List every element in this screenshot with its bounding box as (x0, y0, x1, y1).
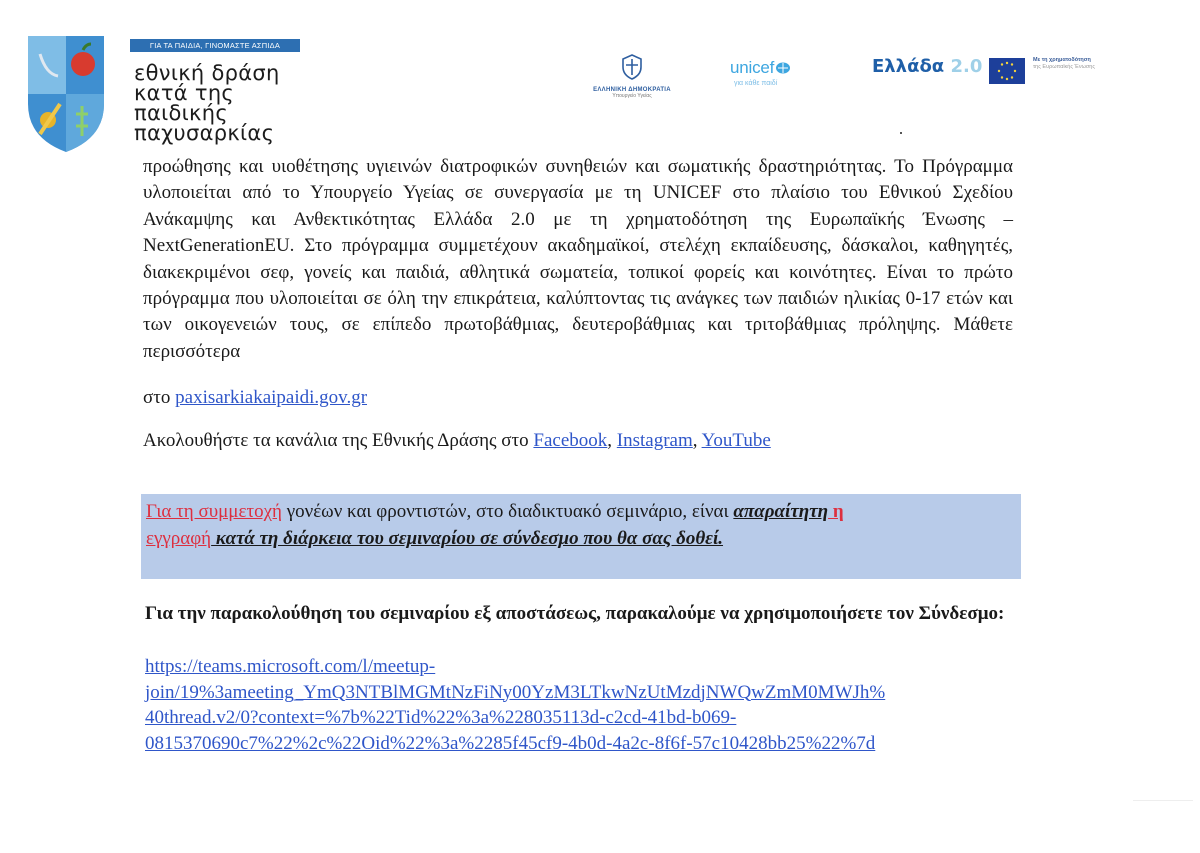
paragraph-end (143, 385, 1013, 411)
teams-meeting-link[interactable] (145, 654, 1025, 756)
ellada-logo (872, 56, 982, 77)
meeting-link-line[interactable]: join/19%3ameeting_YmQ3NTBlMGMtNzFiNy00YzM3LTkwNzUtMzdjNWQwZmM0MWJh% (145, 681, 886, 703)
notice-bold-rest: κατά τη διάρκεια του σεμιναρίου σε σύνδεσμο που θα σας δοθεί. (211, 528, 724, 549)
instructions-heading: Για την παρακολούθηση του σεμιναρίου εξ αποστάσεως, παρακαλούμε να χρησιμοποιήσετε τον Σύνδεσμο: (145, 603, 1005, 624)
brand-line: παιδικής (134, 101, 228, 125)
unicef-logo (730, 58, 820, 87)
meeting-link-line[interactable]: 40thread.v2/0?context=%7b%22Tid%22%3a%228035113d-c2cd-41bd-b069- (145, 707, 737, 728)
facebook-link[interactable]: Facebook (533, 430, 608, 451)
hellenic-republic-logo (582, 54, 682, 99)
notice-red-end-b: εγγραφή (146, 528, 212, 549)
brand-line: κατά της (134, 81, 235, 105)
scan-speck (900, 132, 902, 134)
eu-funding-text (1033, 57, 1148, 71)
shield-logo-icon (26, 34, 106, 154)
brand-line: εθνική δράση (134, 61, 280, 85)
follow-channels (143, 428, 1013, 454)
ellada-version: 2.0 (950, 56, 983, 77)
unicef-globe-icon (775, 62, 791, 74)
notice-red-start: Για τη συμμετοχή (146, 501, 282, 522)
instagram-link[interactable]: Instagram (616, 430, 693, 451)
hellenic-name: ΕΛΛΗΝΙΚΗ ΔΗΜΟΚΡΑΤΙΑ (593, 87, 671, 93)
eu-sub: της Ευρωπαϊκής Ένωσης (1033, 64, 1095, 70)
brand-line: παχυσαρκίας (134, 121, 275, 145)
paragraph-end-prefix: στο (143, 387, 171, 408)
campaign-tagline: ΓΙΑ ΤΑ ΠΑΙΔΙΑ, ΓΙΝΟΜΑΣΤΕ ΑΣΠΙΔΑ (130, 39, 300, 52)
notice-middle: γονέων και φροντιστών, στο διαδικτυακό σεμινάριο, είναι (281, 501, 734, 522)
program-paragraph: προώθησης και υιοθέτησης υγιεινών διατροφικών συνηθειών και σωματικής δραστηριότητας. Το Πρόγραμμα υλοποιείται από το Υπουργείο Υγείας σε συνεργασία με τη UNICEF στο πλαίσιο του Εθνικού Σχεδίου Ανάκαμψης και Ανθεκτικότητας Ελλάδα 2.0 με τη χρηματοδότηση της Ευρωπαϊκής Ένωσης – NextGenerationEU. Στο πρόγραμμα συμμετέχουν ακαδημαϊκοί, στελέχη εκπαίδευσης, δάσκαλοι, καθηγητές, διακεκριμένοι σεφ, γονείς και παιδιά, αθλητικά σωματεία, τοπικοί φορείς και κοινότητες. Είναι το πρώτο πρόγραμμα που υλοποιείται σε όλη την επικράτεια, καλύπτοντας τις ανάγκες των παιδιών ηλικίας 0-17 ετών και των οικογενειών τους, σε επίπεδο πρωτοβάθμιας, δευτεροβάθμιας και τριτοβάθμιας πρόληψης. Μάθετε περισσότερα (143, 156, 1013, 362)
eu-name: Με τη χρηματοδότηση (1033, 57, 1091, 63)
follow-prefix: Ακολουθήστε τα κανάλια της Εθνικής Δράσης στο (143, 430, 529, 451)
meeting-link-line[interactable]: https://teams.microsoft.com/l/meetup- (145, 656, 436, 677)
brand-title (134, 63, 314, 143)
unicef-name: unicef (730, 58, 820, 78)
greek-emblem-icon (621, 54, 643, 80)
link-separator: , (607, 430, 617, 451)
notice-red-end-a: η (828, 501, 844, 522)
ellada-name: Ελλάδα (872, 56, 945, 77)
hellenic-sub: Υπουργείο Υγείας (612, 93, 652, 99)
meeting-link-line[interactable]: 0815370690c7%22%2c%22Oid%22%3a%2285f45cf9-4b0d-4a2c-8f6f-57c10428bb25%22%7d (145, 732, 876, 754)
registration-notice (146, 498, 1022, 552)
notice-required: απαραίτητη (733, 501, 829, 522)
eu-flag-icon (989, 58, 1025, 84)
site-link[interactable]: paxisarkiakaipaidi.gov.gr (175, 387, 368, 408)
youtube-link[interactable]: YouTube (701, 430, 771, 451)
scan-artifact (1133, 800, 1193, 801)
link-separator: , (692, 430, 702, 451)
unicef-sub: για κάθε παιδί (734, 80, 778, 87)
